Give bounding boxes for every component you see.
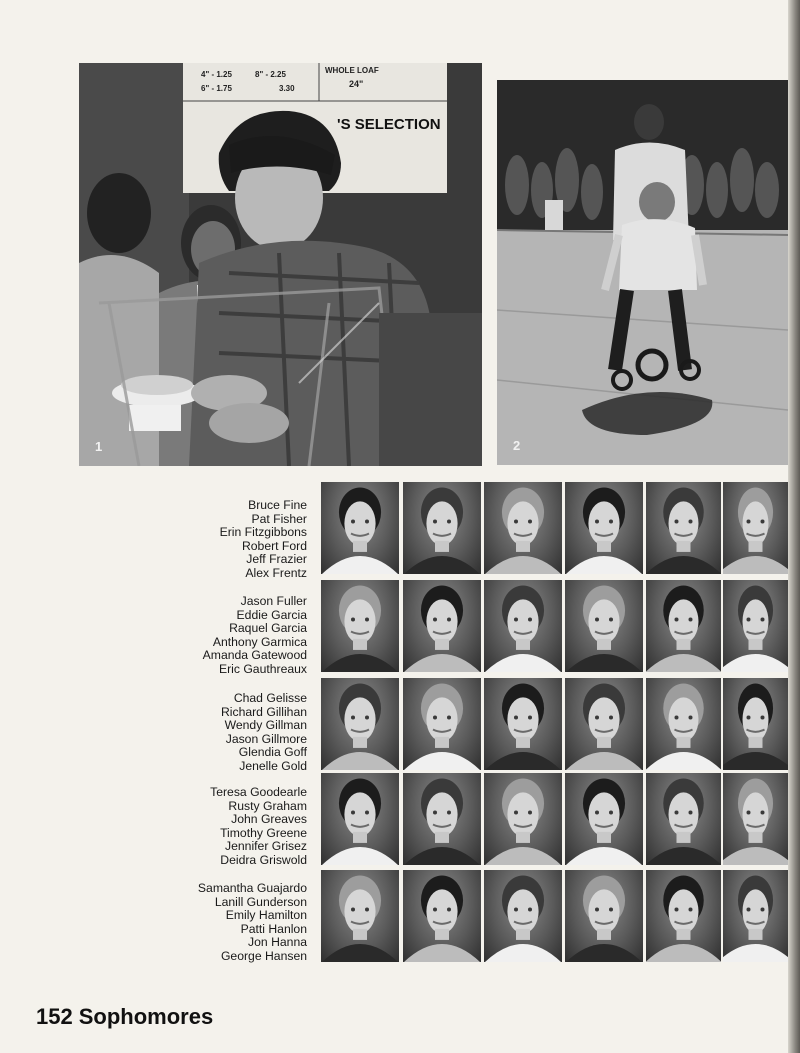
student-portrait <box>321 773 399 865</box>
tricycle-photo <box>497 80 788 465</box>
student-portrait <box>646 678 721 770</box>
sign-price-1: 4" - 1.25 <box>201 70 232 79</box>
sign-selection-text: 'S SELECTION <box>337 116 441 133</box>
portrait-silhouette <box>723 482 788 574</box>
student-name: Anthony Garmica <box>212 634 307 649</box>
portrait-silhouette <box>565 482 643 574</box>
student-name: Alex Frentz <box>245 565 307 580</box>
student-name: Amanda Gatewood <box>202 648 307 662</box>
student-name: Jon Hanna <box>248 935 307 949</box>
portrait-silhouette <box>321 773 399 865</box>
portrait-silhouette <box>646 773 721 865</box>
caption-group-row-5 <box>160 882 307 963</box>
student-name: George Hansen <box>220 948 307 963</box>
student-portrait <box>403 870 481 962</box>
portrait-silhouette <box>484 870 562 962</box>
cafeteria-photo-art <box>79 63 482 466</box>
portrait-silhouette <box>723 870 788 962</box>
portrait-silhouette <box>565 773 643 865</box>
student-portrait <box>646 580 721 672</box>
student-portrait <box>723 482 788 574</box>
student-name: Samantha Guajardo <box>197 881 307 895</box>
student-name: Jennifer Grisez <box>225 839 307 853</box>
student-name: Glendia Goff <box>238 745 307 759</box>
student-portrait <box>646 773 721 865</box>
student-name: Pat Fisher <box>251 511 307 526</box>
student-name: Jenelle Gold <box>239 758 307 773</box>
sign-price-4: 3.30 <box>279 84 295 93</box>
student-portrait <box>321 482 399 574</box>
student-portrait <box>403 773 481 865</box>
caption-group-row-1 <box>160 499 307 580</box>
sign-price-2: 8" - 2.25 <box>255 70 286 79</box>
student-name: Bruce Fine <box>248 498 307 512</box>
student-name: Jason Fuller <box>240 594 307 608</box>
student-portrait <box>403 678 481 770</box>
portrait-silhouette <box>403 482 481 574</box>
photo-number: 1 <box>95 439 103 454</box>
portrait-silhouette <box>723 773 788 865</box>
tricycle-photo-art <box>497 80 788 465</box>
student-name: Wendy Gillman <box>224 718 307 732</box>
student-name: Raquel Garcia <box>229 621 307 635</box>
student-name: Richard Gillihan <box>220 704 307 719</box>
student-name: Robert Ford <box>241 538 307 553</box>
portrait-silhouette <box>403 773 481 865</box>
student-portrait <box>484 580 562 672</box>
portrait-silhouette <box>321 482 399 574</box>
student-name: Erin Fitzgibbons <box>219 525 307 539</box>
student-portrait <box>484 482 562 574</box>
student-portrait <box>565 870 643 962</box>
student-name: Deidra Griswold <box>220 852 307 867</box>
portrait-silhouette <box>646 580 721 672</box>
student-portrait <box>565 482 643 574</box>
student-name: Lanill Gunderson <box>214 894 307 909</box>
portrait-silhouette <box>321 870 399 962</box>
portrait-silhouette <box>484 482 562 574</box>
student-name: Chad Gelisse <box>233 691 307 705</box>
student-portrait <box>723 580 788 672</box>
student-portrait <box>646 482 721 574</box>
student-name: Patti Hanlon <box>240 921 307 936</box>
student-portrait <box>321 678 399 770</box>
portrait-silhouette <box>484 773 562 865</box>
student-portrait <box>403 482 481 574</box>
cafeteria-photo <box>79 63 482 466</box>
portrait-silhouette <box>484 678 562 770</box>
student-name: John Greaves <box>231 812 307 826</box>
student-portrait <box>321 580 399 672</box>
student-name: Timothy Greene <box>220 825 307 840</box>
portrait-silhouette <box>646 482 721 574</box>
caption-group-row-4 <box>160 786 307 867</box>
page-footer <box>36 1004 213 1030</box>
student-portrait <box>484 773 562 865</box>
portrait-silhouette <box>321 580 399 672</box>
portrait-silhouette <box>484 580 562 672</box>
student-name: Jeff Frazier <box>246 552 307 566</box>
student-portrait <box>723 870 788 962</box>
student-portrait <box>565 773 643 865</box>
book-spine-shadow <box>788 0 800 1053</box>
portrait-silhouette <box>403 678 481 770</box>
portrait-silhouette <box>403 870 481 962</box>
caption-group-row-2 <box>160 595 307 676</box>
student-portrait <box>565 678 643 770</box>
portrait-silhouette <box>565 678 643 770</box>
student-name: Emily Hamilton <box>225 908 307 922</box>
portrait-silhouette <box>723 678 788 770</box>
student-portrait <box>403 580 481 672</box>
sign-price-3: 6" - 1.75 <box>201 84 232 93</box>
student-name: Eric Gauthreaux <box>218 661 307 676</box>
student-name: Eddie Garcia <box>236 607 307 622</box>
caption-group-row-3 <box>160 692 307 773</box>
student-portrait <box>321 870 399 962</box>
student-portrait <box>723 678 788 770</box>
page-number: 152 <box>36 1004 73 1029</box>
sign-price-6: 24" <box>349 79 364 89</box>
student-portrait <box>484 678 562 770</box>
student-portrait <box>484 870 562 962</box>
student-portrait <box>646 870 721 962</box>
portrait-silhouette <box>565 870 643 962</box>
portrait-silhouette <box>321 678 399 770</box>
section-title: Sophomores <box>78 1004 214 1029</box>
portrait-silhouette <box>646 870 721 962</box>
portrait-silhouette <box>403 580 481 672</box>
portrait-silhouette <box>565 580 643 672</box>
student-portrait <box>723 773 788 865</box>
portrait-silhouette <box>646 678 721 770</box>
portrait-silhouette <box>723 580 788 672</box>
student-name: Rusty Graham <box>228 798 307 813</box>
student-name: Teresa Goodearle <box>210 785 307 799</box>
sign-price-5: WHOLE LOAF <box>325 66 379 75</box>
student-portrait <box>565 580 643 672</box>
student-name: Jason Gillmore <box>225 731 307 746</box>
photo-number: 2 <box>513 438 521 453</box>
